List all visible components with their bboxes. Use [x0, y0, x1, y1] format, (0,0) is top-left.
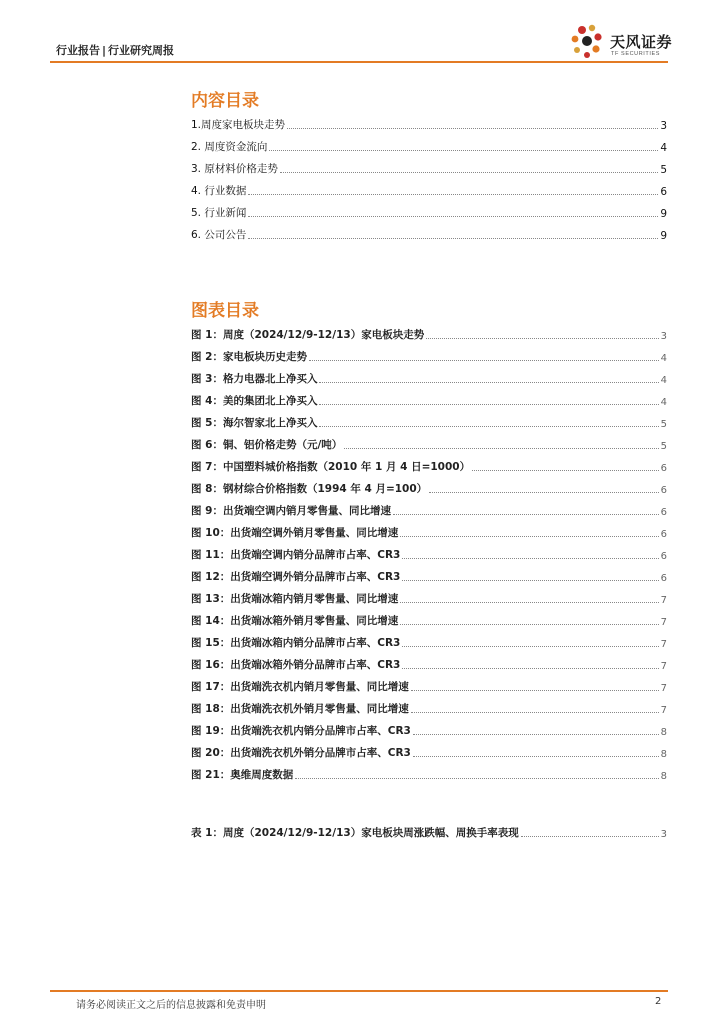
table-entry-label: 表 1：周度（2024/12/9-12/13）家电板块周涨跌幅、周换手率表现 [191, 827, 519, 839]
dot-leader [400, 623, 658, 625]
table-entry-page: 3 [660, 829, 667, 840]
dot-leader [400, 601, 658, 603]
figure-entry-label: 图 14：出货端冰箱外销月零售量、同比增速 [191, 615, 399, 627]
figure-entry-label: 图 6：铜、铝价格走势（元/吨） [191, 439, 343, 451]
contents-entry-page: 9 [660, 208, 667, 220]
dot-leader [411, 689, 659, 691]
figure-entry-label: 图 17：出货端洗衣机内销月零售量、同比增速 [191, 681, 409, 693]
figure-entry[interactable] [191, 650, 667, 672]
contents-entry-label: 5. 行业新闻 [191, 207, 247, 219]
figure-entry-page: 6 [660, 507, 667, 518]
figure-entry-page: 6 [660, 551, 667, 562]
contents-entry[interactable] [191, 220, 667, 242]
dot-leader [248, 215, 658, 217]
figure-entry[interactable] [191, 386, 667, 408]
dot-leader [280, 171, 658, 173]
contents-entry[interactable] [191, 198, 667, 220]
figure-entry[interactable] [191, 474, 667, 496]
figure-entry[interactable] [191, 760, 667, 782]
figure-entry-label: 图 18：出货端洗衣机外销月零售量、同比增速 [191, 703, 409, 715]
footer-disclaimer: 请务必阅读正文之后的信息披露和免责申明 [76, 1000, 266, 1011]
dot-leader [411, 711, 659, 713]
figure-entry-page: 4 [660, 397, 667, 408]
contents-entry-page: 3 [660, 120, 667, 132]
page-number: 2 [655, 996, 662, 1007]
header-separator: | [102, 44, 107, 57]
dot-leader [393, 513, 659, 515]
figure-entry-page: 7 [660, 661, 667, 672]
contents-entry[interactable] [191, 154, 667, 176]
dot-leader [295, 777, 658, 779]
dot-leader [319, 425, 658, 427]
dot-leader [248, 237, 658, 239]
footer-divider [50, 990, 668, 992]
contents-entry-label: 6. 公司公告 [191, 229, 247, 241]
figure-entry-page: 8 [660, 771, 667, 782]
figure-entry[interactable] [191, 408, 667, 430]
logo-name: 天风证券 [610, 33, 673, 51]
figure-entry[interactable] [191, 606, 667, 628]
dot-leader [402, 579, 658, 581]
figure-entry[interactable] [191, 430, 667, 452]
figure-entry-page: 7 [660, 617, 667, 628]
figure-entry[interactable] [191, 716, 667, 738]
figure-entry-label: 图 11：出货端空调内销分品牌市占率、CR3 [191, 549, 401, 561]
figure-entry-label: 图 15：出货端冰箱内销分品牌市占率、CR3 [191, 637, 401, 649]
figure-entry[interactable] [191, 562, 667, 584]
figure-entry-label: 图 7：中国塑料城价格指数（2010 年 1 月 4 日=1000） [191, 461, 471, 473]
figure-entry[interactable] [191, 518, 667, 540]
figure-entry-label: 图 10：出货端空调外销月零售量、同比增速 [191, 527, 399, 539]
figure-entry-label: 图 16：出货端冰箱外销分品牌市占率、CR3 [191, 659, 401, 671]
figure-entry[interactable] [191, 672, 667, 694]
figure-entry-page: 6 [660, 485, 667, 496]
contents-entry-label: 3. 原材料价格走势 [191, 163, 278, 175]
contents-entry-label: 2. 周度资金流向 [191, 141, 268, 153]
figure-entry-label: 图 2：家电板块历史走势 [191, 351, 307, 363]
contents-entry-label: 4. 行业数据 [191, 185, 247, 197]
figure-entry-label: 图 20：出货端洗衣机外销分品牌市占率、CR3 [191, 747, 411, 759]
figure-entry[interactable] [191, 364, 667, 386]
dot-leader [344, 447, 658, 449]
dot-leader [319, 381, 658, 383]
dot-leader [426, 337, 658, 339]
figure-entry-label: 图 21：奥维周度数据 [191, 769, 294, 781]
figure-entry[interactable] [191, 342, 667, 364]
figure-entry-page: 4 [660, 375, 667, 386]
figure-entry-page: 3 [660, 331, 667, 342]
dot-leader [319, 403, 658, 405]
dot-leader [402, 645, 658, 647]
figure-entry-page: 7 [660, 639, 667, 650]
report-header [56, 42, 174, 58]
dot-leader [521, 835, 659, 837]
dot-leader [400, 535, 658, 537]
contents-entry-page: 6 [660, 186, 667, 198]
figure-entry-label: 图 5：海尔智家北上净买入 [191, 417, 318, 429]
figure-entry-label: 图 8：钢材综合价格指数（1994 年 4 月=100） [191, 483, 428, 495]
figure-entry-page: 7 [660, 683, 667, 694]
dot-leader [269, 149, 658, 151]
figure-entry-page: 6 [660, 463, 667, 474]
dot-leader [248, 193, 658, 195]
figure-entry[interactable] [191, 738, 667, 760]
figures-list [191, 320, 667, 782]
contents-entry-page: 9 [660, 230, 667, 242]
table-entry[interactable] [191, 818, 667, 840]
dot-leader [287, 127, 658, 129]
figure-entry-label: 图 13：出货端冰箱内销月零售量、同比增速 [191, 593, 399, 605]
tables-list [191, 818, 667, 840]
report-subcategory: 行业研究周报 [108, 44, 175, 57]
figure-entry-page: 4 [660, 353, 667, 364]
contents-entry-page: 5 [660, 164, 667, 176]
figure-entry-label: 图 9：出货端空调内销月零售量、同比增速 [191, 505, 391, 517]
flower-logo-icon [568, 22, 608, 62]
figure-entry-page: 5 [660, 441, 667, 452]
figure-entry[interactable] [191, 496, 667, 518]
contents-title: 内容目录 [191, 91, 259, 111]
figures-title: 图表目录 [191, 301, 259, 321]
figure-entry-page: 8 [660, 749, 667, 760]
figure-entry-page: 8 [660, 727, 667, 738]
figure-entry-page: 5 [660, 419, 667, 430]
dot-leader [472, 469, 659, 471]
figure-entry-page: 7 [660, 705, 667, 716]
dot-leader [429, 491, 658, 493]
dot-leader [309, 359, 659, 361]
figure-entry[interactable] [191, 540, 667, 562]
contents-entry[interactable] [191, 132, 667, 154]
figure-entry[interactable] [191, 694, 667, 716]
logo-subtitle: TF SECURITIES [611, 51, 661, 57]
figure-entry[interactable] [191, 628, 667, 650]
dot-leader [402, 557, 658, 559]
report-category: 行业报告 [56, 44, 100, 57]
figure-entry[interactable] [191, 452, 667, 474]
header-divider [50, 61, 668, 63]
figure-entry-label: 图 3：格力电器北上净买入 [191, 373, 318, 385]
figure-entry-label: 图 1：周度（2024/12/9-12/13）家电板块走势 [191, 329, 425, 341]
contents-entry[interactable] [191, 176, 667, 198]
company-logo [568, 22, 678, 62]
contents-entry-label: 1.周度家电板块走势 [191, 119, 286, 131]
figure-entry-label: 图 12：出货端空调外销分品牌市占率、CR3 [191, 571, 401, 583]
figure-entry-label: 图 19：出货端洗衣机内销分品牌市占率、CR3 [191, 725, 411, 737]
figure-entry[interactable] [191, 320, 667, 342]
contents-entry[interactable] [191, 110, 667, 132]
dot-leader [413, 755, 659, 757]
contents-list [191, 110, 667, 242]
dot-leader [413, 733, 659, 735]
figure-entry-page: 6 [660, 573, 667, 584]
figure-entry-label: 图 4：美的集团北上净买入 [191, 395, 318, 407]
dot-leader [402, 667, 658, 669]
contents-entry-page: 4 [660, 142, 667, 154]
figure-entry-page: 7 [660, 595, 667, 606]
figure-entry-page: 6 [660, 529, 667, 540]
figure-entry[interactable] [191, 584, 667, 606]
